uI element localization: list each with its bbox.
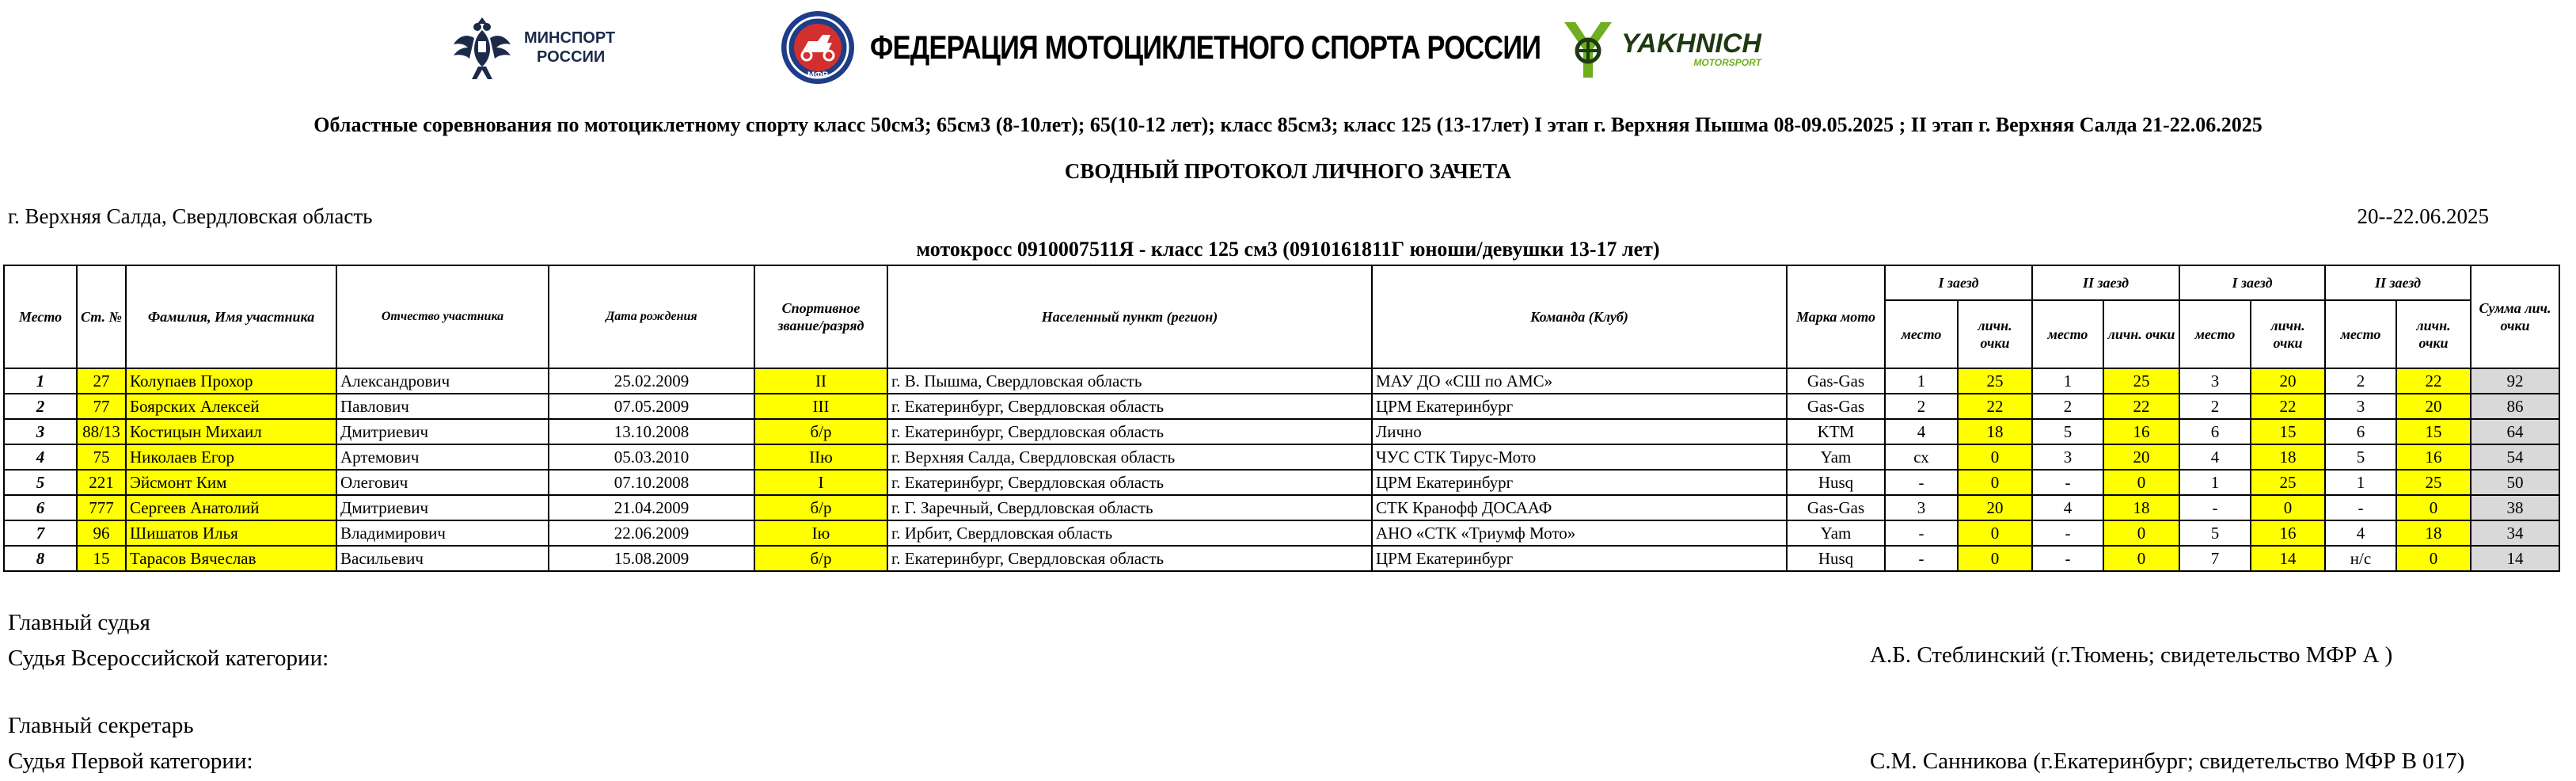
header-name: Фамилия, Имя участника [126,265,336,368]
minsport-line1: МИНСПОРТ [524,29,616,47]
stage1-race1-points-cell: 0 [1958,546,2032,571]
stage1-race2-points-cell: 0 [2103,520,2179,546]
stage2-race2-points-cell: 0 [2396,495,2471,520]
stage2-race2-points-cell: 25 [2396,470,2471,495]
table-row [4,495,2559,520]
table-row [4,546,2559,571]
stage1-race2-pos-cell: - [2032,520,2103,546]
header-stage1-race1: I заезд [1885,265,2032,300]
birthdate-cell: 05.03.2010 [549,444,754,470]
stage1-race2-points-cell: 22 [2103,394,2179,419]
city-cell: г. Екатеринбург, Свердловская область [887,470,1372,495]
stage2-race2-pos-cell: - [2325,495,2396,520]
table-header-row [4,265,2559,300]
event-dates: 20--22.06.2025 [2357,204,2489,228]
rank-cell: б/р [754,419,887,444]
stage2-race1-pos-cell: 7 [2179,546,2251,571]
stage2-race2-pos-cell: 3 [2325,394,2396,419]
stage2-race1-pos-cell: 4 [2179,444,2251,470]
number-cell: 27 [77,368,126,394]
class-title: мотокросс 0910007511Я - класс 125 см3 (0910161811Г юноши/девушки 13-17 лет) [916,238,1660,261]
stage1-race1-pos-cell: - [1885,470,1958,495]
stage2-race1-points-cell: 15 [2251,419,2325,444]
stage1-race1-points-cell: 0 [1958,520,2032,546]
stage1-race1-points-cell: 22 [1958,394,2032,419]
stage1-race1-pos-cell: 1 [1885,368,1958,394]
header-points: личн. очки [2396,300,2471,368]
team-cell: МАУ ДО «СШ по АМС» [1372,368,1787,394]
header-pos: место [2032,300,2103,368]
header-stage2-race1: I заезд [2179,265,2325,300]
stage1-race2-pos-cell: - [2032,546,2103,571]
header-stage1-race2: II заезд [2032,265,2179,300]
stage1-race1-points-cell: 18 [1958,419,2032,444]
place-cell: 1 [4,368,77,394]
patronymic-cell: Дмитриевич [336,495,549,520]
header-rank: Спортивное звание/разряд [754,265,887,368]
place-cell: 3 [4,419,77,444]
rank-cell: Iю [754,520,887,546]
bike-cell: Gas-Gas [1787,495,1885,520]
table-row [4,394,2559,419]
header-stage2-race2: II заезд [2325,265,2471,300]
birthdate-cell: 15.08.2009 [549,546,754,571]
chief-judge-title: Главный судья [8,610,150,635]
bike-cell: Gas-Gas [1787,368,1885,394]
stage2-race2-points-cell: 0 [2396,546,2471,571]
patronymic-cell: Дмитриевич [336,419,549,444]
stage2-race1-points-cell: 22 [2251,394,2325,419]
secretary-name: С.М. Санникова (г.Екатеринбург; свидетельство МФР В 017) [1870,749,2465,774]
patronymic-cell: Павлович [336,394,549,419]
stage2-race1-pos-cell: 2 [2179,394,2251,419]
stage1-race2-points-cell: 25 [2103,368,2179,394]
city-cell: г. Екатеринбург, Свердловская область [887,546,1372,571]
stage1-race1-points-cell: 0 [1958,444,2032,470]
team-cell: ЦРМ Екатеринбург [1372,546,1787,571]
federation-badge-text: МФР [807,70,828,80]
stage2-race2-points-cell: 22 [2396,368,2471,394]
birthdate-cell: 07.05.2009 [549,394,754,419]
stage1-race2-points-cell: 0 [2103,470,2179,495]
place-cell: 7 [4,520,77,546]
stage1-race1-pos-cell: - [1885,520,1958,546]
stage1-race1-pos-cell: 4 [1885,419,1958,444]
bike-cell: Husq [1787,546,1885,571]
eagle-emblem-icon [451,10,513,86]
total-cell: 64 [2471,419,2559,444]
name-cell: Шишатов Илья [126,520,336,546]
total-cell: 92 [2471,368,2559,394]
stage1-race1-pos-cell: - [1885,546,1958,571]
patronymic-cell: Васильевич [336,546,549,571]
header-points: личн. очки [2251,300,2325,368]
header-place: Место [4,265,77,368]
federation-badge-icon [780,10,856,86]
stage2-race2-pos-cell: 6 [2325,419,2396,444]
rank-cell: II [754,368,887,394]
birthdate-cell: 07.10.2008 [549,470,754,495]
stage2-race1-pos-cell: 6 [2179,419,2251,444]
birthdate-cell: 13.10.2008 [549,419,754,444]
table-row [4,520,2559,546]
number-cell: 88/13 [77,419,126,444]
bike-cell: Yam [1787,444,1885,470]
patronymic-cell: Владимирович [336,520,549,546]
number-cell: 777 [77,495,126,520]
header-number: Ст. № [77,265,126,368]
stage1-race1-pos-cell: сх [1885,444,1958,470]
name-cell: Костицын Михаил [126,419,336,444]
stage2-race2-pos-cell: 5 [2325,444,2396,470]
total-cell: 54 [2471,444,2559,470]
name-cell: Колупаев Прохор [126,368,336,394]
stage2-race1-pos-cell: 5 [2179,520,2251,546]
header-team: Команда (Клуб) [1372,265,1787,368]
stage2-race1-pos-cell: - [2179,495,2251,520]
header-pos: место [2325,300,2396,368]
stage2-race1-points-cell: 25 [2251,470,2325,495]
stage2-race2-pos-cell: 1 [2325,470,2396,495]
city-cell: г. Верхняя Салда, Свердловская область [887,444,1372,470]
birthdate-cell: 21.04.2009 [549,495,754,520]
table-row [4,444,2559,470]
name-cell: Сергеев Анатолий [126,495,336,520]
number-cell: 96 [77,520,126,546]
name-cell: Боярских Алексей [126,394,336,419]
total-cell: 50 [2471,470,2559,495]
team-cell: ЦРМ Екатеринбург [1372,394,1787,419]
stage2-race2-pos-cell: 4 [2325,520,2396,546]
header-pos: место [1885,300,1958,368]
sponsor-subtitle: MOTORSPORT [1693,57,1761,68]
stage1-race2-pos-cell: 1 [2032,368,2103,394]
stage2-race2-points-cell: 20 [2396,394,2471,419]
rank-cell: б/р [754,495,887,520]
header-birthdate: Дата рождения [549,265,754,368]
secretary-title: Главный секретарь [8,713,194,738]
minsport-line2: РОССИИ [537,48,606,66]
number-cell: 221 [77,470,126,495]
header-points: личн. очки [1958,300,2032,368]
stage2-race2-pos-cell: н/с [2325,546,2396,571]
header-patronymic: Отчество участника [336,265,549,368]
stage1-race2-pos-cell: 4 [2032,495,2103,520]
table-row [4,368,2559,394]
rank-cell: б/р [754,546,887,571]
number-cell: 75 [77,444,126,470]
bike-cell: KTM [1787,419,1885,444]
stage1-race2-points-cell: 16 [2103,419,2179,444]
table-row [4,470,2559,495]
protocol-title: СВОДНЫЙ ПРОТОКОЛ ЛИЧНОГО ЗАЧЕТА [1064,159,1512,183]
place-cell: 4 [4,444,77,470]
city-cell: г. Ирбит, Свердловская область [887,520,1372,546]
stage2-race1-points-cell: 0 [2251,495,2325,520]
total-cell: 86 [2471,394,2559,419]
place-cell: 2 [4,394,77,419]
city-cell: г. Г. Заречный, Свердловская область [887,495,1372,520]
header-bike: Марка мото [1787,265,1885,368]
team-cell: Лично [1372,419,1787,444]
number-cell: 77 [77,394,126,419]
team-cell: ЦРМ Екатеринбург [1372,470,1787,495]
bike-cell: Yam [1787,520,1885,546]
chief-judge-name: А.Б. Стеблинский (г.Тюмень; свидетельство МФР А ) [1870,642,2393,668]
competition-title: Областные соревнования по мотоциклетному спорту класс 50см3; 65см3 (8-10лет); 65(10-12 лет); класс 85см3; класс 125 (13-17лет) I этап г. Верхняя Пышма 08-09.05.2025 ; II этап г. Верхняя Салда 21-22.06.2025 [313,113,2263,136]
header-city: Населенный пункт (регион) [887,265,1372,368]
stage2-race2-points-cell: 18 [2396,520,2471,546]
event-location: г. Верхняя Салда, Свердловская область [8,204,373,228]
logo-header [0,0,2576,95]
stage1-race2-points-cell: 20 [2103,444,2179,470]
name-cell: Эйсмонт Ким [126,470,336,495]
stage1-race1-pos-cell: 2 [1885,394,1958,419]
stage2-race1-pos-cell: 1 [2179,470,2251,495]
stage2-race1-points-cell: 20 [2251,368,2325,394]
team-cell: ЧУС СТК Тирус-Мото [1372,444,1787,470]
stage2-race1-pos-cell: 3 [2179,368,2251,394]
header-pos: место [2179,300,2251,368]
bike-cell: Husq [1787,470,1885,495]
place-cell: 8 [4,546,77,571]
stage2-race1-points-cell: 16 [2251,520,2325,546]
number-cell: 15 [77,546,126,571]
stage1-race2-pos-cell: - [2032,470,2103,495]
rank-cell: I [754,470,887,495]
bike-cell: Gas-Gas [1787,394,1885,419]
stage2-race2-points-cell: 15 [2396,419,2471,444]
place-cell: 5 [4,470,77,495]
secretary-category: Судья Первой категории: [8,749,253,774]
team-cell: СТК Кранофф ДОСААФ [1372,495,1787,520]
city-cell: г. Екатеринбург, Свердловская область [887,419,1372,444]
sponsor-name: YAKHNICH [1621,29,1761,59]
patronymic-cell: Олегович [336,470,549,495]
stage1-race1-pos-cell: 3 [1885,495,1958,520]
stage2-race1-points-cell: 14 [2251,546,2325,571]
header-total: Сумма лич. очки [2471,265,2559,368]
minsport-text [524,29,615,67]
stage1-race2-pos-cell: 2 [2032,394,2103,419]
stage2-race1-points-cell: 18 [2251,444,2325,470]
team-cell: АНО «СТК «Триумф Мото» [1372,520,1787,546]
minsport-logo [451,10,615,86]
stage2-race2-points-cell: 16 [2396,444,2471,470]
patronymic-cell: Артемович [336,444,549,470]
results-table [3,265,2560,572]
stage1-race2-pos-cell: 3 [2032,444,2103,470]
stage1-race2-points-cell: 18 [2103,495,2179,520]
name-cell: Николаев Егор [126,444,336,470]
sponsor-mark-icon [1560,17,1617,81]
header-points: личн. очки [2103,300,2179,368]
total-cell: 34 [2471,520,2559,546]
chief-judge-category: Судья Всероссийской категории: [8,646,329,671]
stage1-race2-pos-cell: 5 [2032,419,2103,444]
table-row [4,419,2559,444]
sponsor-text [1621,30,1761,68]
federation-logo [780,10,1688,86]
total-cell: 38 [2471,495,2559,520]
name-cell: Тарасов Вячеслав [126,546,336,571]
stage1-race1-points-cell: 25 [1958,368,2032,394]
sponsor-logo [1560,17,1761,81]
rank-cell: IIю [754,444,887,470]
birthdate-cell: 22.06.2009 [549,520,754,546]
birthdate-cell: 25.02.2009 [549,368,754,394]
rank-cell: III [754,394,887,419]
city-cell: г. Екатеринбург, Свердловская область [887,394,1372,419]
stage1-race1-points-cell: 20 [1958,495,2032,520]
stage1-race1-points-cell: 0 [1958,470,2032,495]
patronymic-cell: Александрович [336,368,549,394]
stage2-race2-pos-cell: 2 [2325,368,2396,394]
total-cell: 14 [2471,546,2559,571]
stage1-race2-points-cell: 0 [2103,546,2179,571]
city-cell: г. В. Пышма, Свердловская область [887,368,1372,394]
place-cell: 6 [4,495,77,520]
federation-name: ФЕДЕРАЦИЯ МОТОЦИКЛЕТНОГО СПОРТА РОССИИ [870,29,1541,66]
